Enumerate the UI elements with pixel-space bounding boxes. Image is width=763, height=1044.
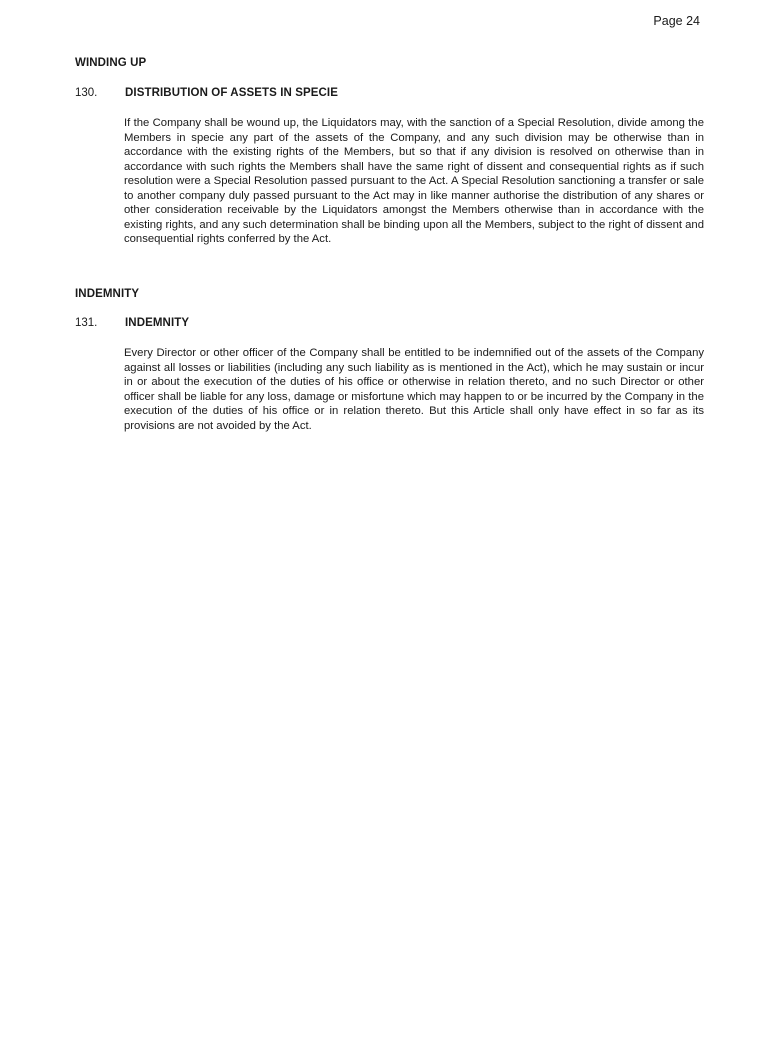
clause-number: 130.: [75, 87, 98, 99]
section-heading-winding-up: WINDING UP: [75, 57, 147, 69]
clause-body: If the Company shall be wound up, the Liquidators may, with the sanction of a Special Resolution, divide among the Members in specie any part of the assets of the Company, and any such division may be otherwise than in accordance with the existing rights of the Members, but so that if any division is resolved on otherwise than in accordance with such rights the Members shall have the same right of dissent and consequential rights as if such resolution were a Special Resolution passed pursuant to the Act. A Special Resolution sanctioning a transfer or sale to another company duly passed pursuant to the Act may in like manner authorise the distribution of any shares or other consideration receivable by the Liquidators amongst the Members otherwise than in accordance with the existing rights, and any such determination shall be binding upon all the Members, subject to the right of dissent and consequential rights conferred by the Act.: [124, 117, 704, 245]
clause-title: INDEMNITY: [125, 317, 190, 329]
clause-number: 131.: [75, 317, 98, 329]
section-heading-indemnity: INDEMNITY: [75, 288, 140, 300]
page-number: Page 24: [653, 14, 700, 28]
clause-title: DISTRIBUTION OF ASSETS IN SPECIE: [125, 87, 338, 99]
clause-body: Every Director or other officer of the Company shall be entitled to be indemnified out of the assets of the Company against all losses or liabilities (including any such liability as is mentioned in the Act), which he may sustain or incur in or about the execution of the duties of his office or otherwise in relation thereto, and no such Director or other officer shall be liable for any loss, damage or misfortune which may happen to or be incurred by the Company in the execution of the duties of his office or in relation thereto. But this Article shall only have effect in so far as its provisions are not avoided by the Act.: [124, 347, 704, 432]
